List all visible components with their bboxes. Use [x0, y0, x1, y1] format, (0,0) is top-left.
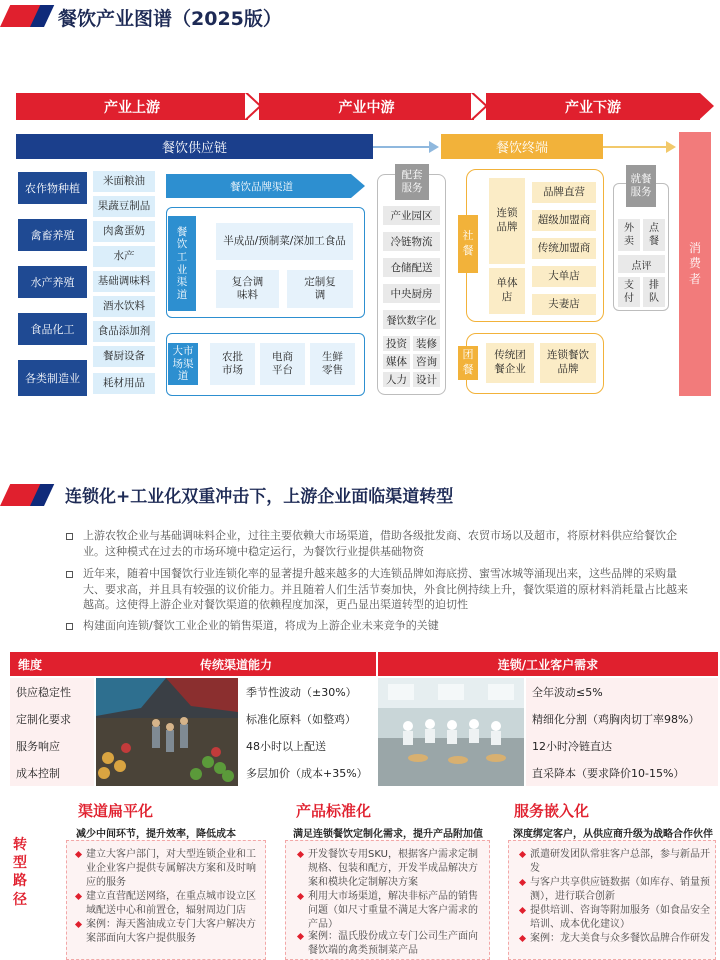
connector-line — [373, 146, 431, 148]
paragraph-3: 构建面向连锁/餐饮工业企业的销售渠道，将成为上游企业未来竞争的关键 — [83, 619, 439, 632]
connector-arrow-icon — [429, 141, 439, 153]
paragraph-1: 上游农牧企业与基础调味料企业，过往主要依赖大市场渠道，借助各级批发商、农贸市场以及超市，将原材料供应给餐饮企业。这种模式在过去的市场环境中稳定运行，为餐饮行业提供基础物资 — [83, 529, 677, 558]
dining-item-5: 排队 — [643, 277, 665, 307]
trans-3-item-3: 提供培训、咨询等附加服务（如食品安全培训、成本优化建议） — [530, 904, 710, 932]
table-row-chain-2: 精细化分割（鸡胸肉切丁率98%） — [532, 712, 700, 726]
section2-title: 连锁化+工业化双重冲击下，上游企业面临渠道转型 — [65, 487, 454, 507]
connector-arrow-2-icon — [666, 141, 676, 153]
kitchen-photo — [378, 678, 524, 786]
table-row-trad-2: 标准化原料（如整鸡） — [246, 712, 356, 726]
chain-item-1: 品牌直营 — [532, 182, 596, 203]
page-title: 餐饮产业图谱（2025版） — [58, 8, 282, 30]
group-item-1: 传统团餐企业 — [486, 343, 534, 383]
dining-item-1: 外卖 — [618, 219, 640, 251]
product-6: 酒水饮料 — [93, 296, 155, 317]
trans-1-item-2: 建立直营配送网络，在重点城市设立区域配送中心和前置仓，辐射周边门店 — [86, 890, 260, 918]
stage-midstream: 产业中游 — [259, 93, 474, 120]
table-row-trad-1: 季节性波动（±30%） — [246, 685, 357, 699]
support-grid-5: 人力 — [383, 372, 410, 387]
trans-2-item-3: 案例：温氏股份成立专门公司生产面向餐饮端的禽类预制菜产品 — [308, 930, 484, 958]
table-row-trad-3: 48小时以上配送 — [246, 739, 326, 753]
table-row-dim-2: 定制化要求 — [16, 712, 71, 726]
table-row-dim-3: 服务响应 — [16, 739, 60, 753]
table-header-dimension: 维度 — [10, 652, 102, 676]
category-crops: 农作物种植 — [18, 172, 87, 204]
table-header-chain: 连锁/工业客户需求 — [378, 652, 718, 676]
brand-channel-bar: 餐饮品牌渠道 — [166, 174, 351, 198]
single-item-1: 大单店 — [532, 266, 596, 287]
support-grid-3: 媒体 — [383, 354, 410, 369]
market-photo-art — [96, 678, 238, 786]
industrial-item-1: 半成品/预制菜/深加工食品 — [216, 223, 353, 260]
support-item-2: 冷链物流 — [383, 232, 440, 251]
market-item-1: 农批市场 — [210, 343, 255, 385]
terminal-header: 餐饮终端 — [441, 134, 603, 159]
table-row-dim-4: 成本控制 — [16, 766, 60, 780]
transformation-side-label: 转型路径 — [13, 837, 27, 908]
stage-chevron-1-notch — [245, 93, 259, 119]
product-1: 米面粮油 — [93, 171, 155, 192]
market-item-3: 生鲜零售 — [310, 343, 355, 385]
trans-3-item-2: 与客户共享供应链数据（如库存、销量预测），进行联合创新 — [530, 876, 710, 904]
table-row-chain-3: 12小时冷链直达 — [532, 739, 612, 753]
stage-chevron-3 — [700, 93, 714, 119]
stage-upstream: 产业上游 — [16, 93, 248, 120]
product-9: 耗材用品 — [93, 373, 155, 394]
consumer-bar: 消费者 — [679, 132, 711, 396]
trans-subtitle-3: 深度绑定客户，从供应商升级为战略合作伙伴 — [513, 829, 713, 840]
support-services-label: 配套服务 — [395, 164, 429, 200]
market-channel-label: 大市场渠道 — [168, 343, 198, 385]
category-livestock: 禽畜养殖 — [18, 219, 87, 251]
category-manufacturing: 各类制造业 — [18, 360, 87, 396]
brand-channel-arrow-icon — [351, 174, 365, 198]
industrial-item-2: 复合调味料 — [216, 270, 279, 308]
section-flag-icon — [0, 484, 44, 506]
trans-title-1: 渠道扁平化 — [78, 802, 154, 820]
paragraph-2: 近年来，随着中国餐饮行业连锁化率的显著提升越来越多的大连锁品牌如海底捞、蜜雪冰城等涌现出来，这些品牌的采购量大、要求高，并且具有较强的议价能力。并且随着人们生活节奏加快，外食比例持续上升，餐饮渠道的原材料消耗量占比越来越高。这使得上游企业对餐饮渠道的依赖程度加深，更凸显出渠道转型的迫切性 — [83, 567, 688, 612]
single-item-2: 夫妻店 — [532, 294, 596, 315]
market-item-2: 电商平台 — [260, 343, 305, 385]
market-photo — [96, 678, 238, 786]
single-store-label: 单体店 — [489, 268, 525, 314]
product-4: 水产 — [93, 246, 155, 267]
supply-chain-header: 餐饮供应链 — [16, 134, 373, 159]
table-row-dim-1: 供应稳定性 — [16, 685, 71, 699]
trans-3-item-1: 派遣研发团队常驻客户总部，参与新品开发 — [530, 848, 710, 876]
product-5: 基础调味料 — [93, 271, 155, 292]
social-dining-label: 社餐 — [458, 215, 478, 273]
industrial-channel-label: 餐饮工业渠道 — [168, 216, 196, 311]
industrial-item-3: 定制复调 — [287, 270, 353, 308]
table-row-chain-1: 全年波动≤5% — [532, 685, 603, 699]
kitchen-photo-art — [378, 678, 524, 786]
trans-3-item-4: 案例：龙大美食与众多餐饮品牌合作研发 — [530, 932, 710, 946]
support-grid-1: 投资 — [383, 336, 410, 351]
chain-item-3: 传统加盟商 — [532, 238, 596, 259]
stage-downstream: 产业下游 — [486, 93, 700, 120]
trans-1-item-3: 案例：海天酱油成立专门大客户解决方案部面向大客户提供服务 — [86, 918, 260, 946]
product-8: 餐厨设备 — [93, 346, 155, 367]
support-grid-4: 咨询 — [413, 354, 440, 369]
category-food-chem: 食品化工 — [18, 313, 87, 345]
category-aquaculture: 水产养殖 — [18, 266, 87, 298]
trans-subtitle-2: 满足连锁餐饮定制化需求，提升产品附加值 — [293, 829, 483, 840]
chain-brand-label: 连锁品牌 — [489, 178, 525, 264]
support-item-4: 中央厨房 — [383, 284, 440, 303]
trans-1-item-1: 建立大客户部门，对大型连锁企业和工业企业客户提供专属解决方案和及时响应的服务 — [86, 848, 260, 890]
stage-chevron-2-notch — [471, 93, 485, 119]
support-item-1: 产业园区 — [383, 206, 440, 225]
support-grid-6: 设计 — [413, 372, 440, 387]
dining-item-4: 支付 — [618, 277, 640, 307]
dining-services-label: 就餐服务 — [626, 165, 656, 207]
trans-title-3: 服务嵌入化 — [514, 802, 590, 820]
group-dining-label: 团餐 — [458, 346, 478, 380]
product-7: 食品添加剂 — [93, 321, 155, 342]
table-row-trad-4: 多层加价（成本+35%） — [246, 766, 368, 780]
table-header-traditional: 传统渠道能力 — [96, 652, 376, 676]
support-item-3: 仓储配送 — [383, 258, 440, 277]
title-flag-icon — [0, 5, 44, 27]
group-item-2: 连锁餐饮品牌 — [540, 343, 596, 383]
table-row-chain-4: 直采降本（要求降价10-15%） — [532, 766, 685, 780]
bullet-icon — [66, 533, 73, 540]
chain-item-2: 超级加盟商 — [532, 210, 596, 231]
product-3: 肉禽蛋奶 — [93, 221, 155, 242]
product-2: 果蔬豆制品 — [93, 196, 155, 217]
trans-2-item-1: 开发餐饮专用SKU，根据客户需求定制规格、包装和配方，开发半成品解决方案和模块化定制解决方案 — [308, 848, 484, 890]
trans-subtitle-1: 减少中间环节，提升效率，降低成本 — [76, 829, 236, 840]
connector-line-2 — [603, 146, 668, 148]
dining-item-3: 点评 — [618, 255, 665, 273]
dining-item-2: 点餐 — [643, 219, 665, 251]
trans-2-item-2: 利用大市场渠道，解决非标产品的销售问题（如尺寸重量不满足大客户需求的产品） — [308, 890, 484, 932]
support-grid-2: 装修 — [413, 336, 440, 351]
bullet-icon — [66, 571, 73, 578]
trans-title-2: 产品标准化 — [296, 802, 372, 820]
bullet-icon — [66, 623, 73, 630]
support-item-5: 餐饮数字化 — [383, 310, 440, 329]
